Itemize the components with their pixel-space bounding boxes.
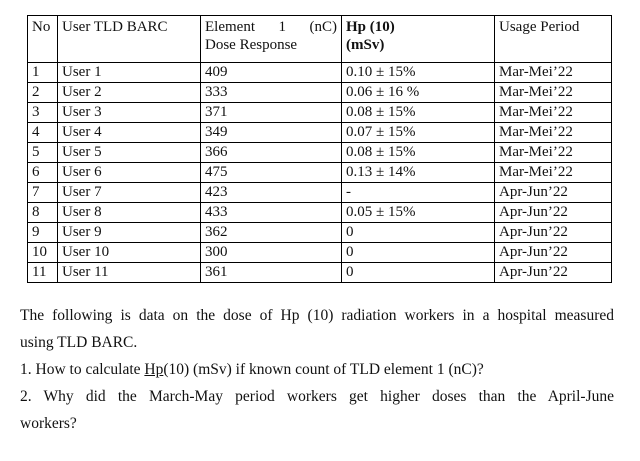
header-no	[28, 16, 58, 63]
cell-period: Mar-Mei’22	[495, 63, 612, 83]
cell-no: 3	[28, 103, 58, 123]
cell-user: User 10	[58, 243, 201, 263]
header-no-label: No	[32, 19, 51, 35]
header-element-word2: 1	[278, 19, 286, 35]
table-row	[28, 123, 612, 143]
cell-hp: 0	[342, 223, 495, 243]
header-element-word3: (nC)	[309, 19, 337, 35]
cell-no: 7	[28, 183, 58, 203]
cell-no: 11	[28, 263, 58, 283]
header-hp-line2: (mSv)	[346, 37, 385, 53]
table-row	[28, 183, 612, 203]
cell-element: 349	[201, 123, 342, 143]
table-row	[28, 263, 612, 283]
cell-user: User 1	[58, 63, 201, 83]
cell-no: 8	[28, 203, 58, 223]
cell-period: Apr-Jun’22	[495, 263, 612, 283]
cell-hp: -	[342, 183, 495, 203]
table-row	[28, 223, 612, 243]
table-row	[28, 203, 612, 223]
cell-hp: 0.06 ± 16 %	[342, 83, 495, 103]
question-1-suffix: (10) (mSv) if known count of TLD element 1 (nC)?	[163, 361, 484, 378]
question-2-line-1: 2. Why did the March-May period workers get higher doses than the April-June	[20, 388, 614, 405]
header-hp	[342, 16, 495, 63]
cell-period: Mar-Mei’22	[495, 163, 612, 183]
cell-period: Apr-Jun’22	[495, 183, 612, 203]
cell-element: 361	[201, 263, 342, 283]
cell-hp: 0.13 ± 14%	[342, 163, 495, 183]
cell-period: Mar-Mei’22	[495, 143, 612, 163]
cell-hp: 0.08 ± 15%	[342, 143, 495, 163]
question-1	[20, 356, 614, 383]
cell-period: Apr-Jun’22	[495, 243, 612, 263]
header-user	[58, 16, 201, 63]
table-row	[28, 243, 612, 263]
cell-user: User 5	[58, 143, 201, 163]
header-period	[495, 16, 612, 63]
table-header-row	[28, 16, 612, 63]
cell-user: User 4	[58, 123, 201, 143]
cell-element: 300	[201, 243, 342, 263]
cell-no: 5	[28, 143, 58, 163]
question-text	[20, 302, 614, 437]
hp-hyperlink[interactable]: Hp	[144, 361, 164, 378]
cell-element: 366	[201, 143, 342, 163]
cell-no: 6	[28, 163, 58, 183]
question-2-line-2: workers?	[20, 415, 77, 432]
cell-user: User 6	[58, 163, 201, 183]
intro-line-2: using TLD BARC.	[20, 334, 138, 351]
header-element	[201, 16, 342, 63]
header-element-line2: Dose Response	[205, 37, 298, 53]
cell-user: User 11	[58, 263, 201, 283]
cell-hp: 0.10 ± 15%	[342, 63, 495, 83]
question-1-prefix: 1. How to calculate	[20, 361, 145, 378]
cell-element: 475	[201, 163, 342, 183]
cell-element: 362	[201, 223, 342, 243]
cell-hp: 0	[342, 243, 495, 263]
cell-hp: 0	[342, 263, 495, 283]
cell-element: 423	[201, 183, 342, 203]
cell-user: User 9	[58, 223, 201, 243]
cell-element: 409	[201, 63, 342, 83]
cell-no: 1	[28, 63, 58, 83]
dose-table	[27, 15, 612, 283]
cell-no: 9	[28, 223, 58, 243]
cell-hp: 0.07 ± 15%	[342, 123, 495, 143]
cell-no: 2	[28, 83, 58, 103]
cell-element: 371	[201, 103, 342, 123]
cell-period: Mar-Mei’22	[495, 103, 612, 123]
cell-user: User 3	[58, 103, 201, 123]
cell-no: 4	[28, 123, 58, 143]
cell-element: 433	[201, 203, 342, 223]
cell-element: 333	[201, 83, 342, 103]
header-element-line1	[205, 18, 337, 36]
cell-no: 10	[28, 243, 58, 263]
cell-period: Mar-Mei’22	[495, 123, 612, 143]
header-period-label: Usage Period	[499, 19, 580, 35]
table-row	[28, 143, 612, 163]
table-row	[28, 163, 612, 183]
cell-user: User 2	[58, 83, 201, 103]
cell-period: Apr-Jun’22	[495, 223, 612, 243]
table-row	[28, 103, 612, 123]
cell-user: User 7	[58, 183, 201, 203]
header-user-label: User TLD BARC	[62, 19, 168, 35]
intro-line-1: The following is data on the dose of Hp (10) radiation workers in a hospital measured	[20, 307, 614, 324]
cell-period: Mar-Mei’22	[495, 83, 612, 103]
cell-hp: 0.08 ± 15%	[342, 103, 495, 123]
header-hp-line1: Hp (10)	[346, 19, 395, 35]
header-element-word1: Element	[205, 19, 255, 35]
cell-period: Apr-Jun’22	[495, 203, 612, 223]
cell-user: User 8	[58, 203, 201, 223]
table-row	[28, 83, 612, 103]
cell-hp: 0.05 ± 15%	[342, 203, 495, 223]
table-row	[28, 63, 612, 83]
